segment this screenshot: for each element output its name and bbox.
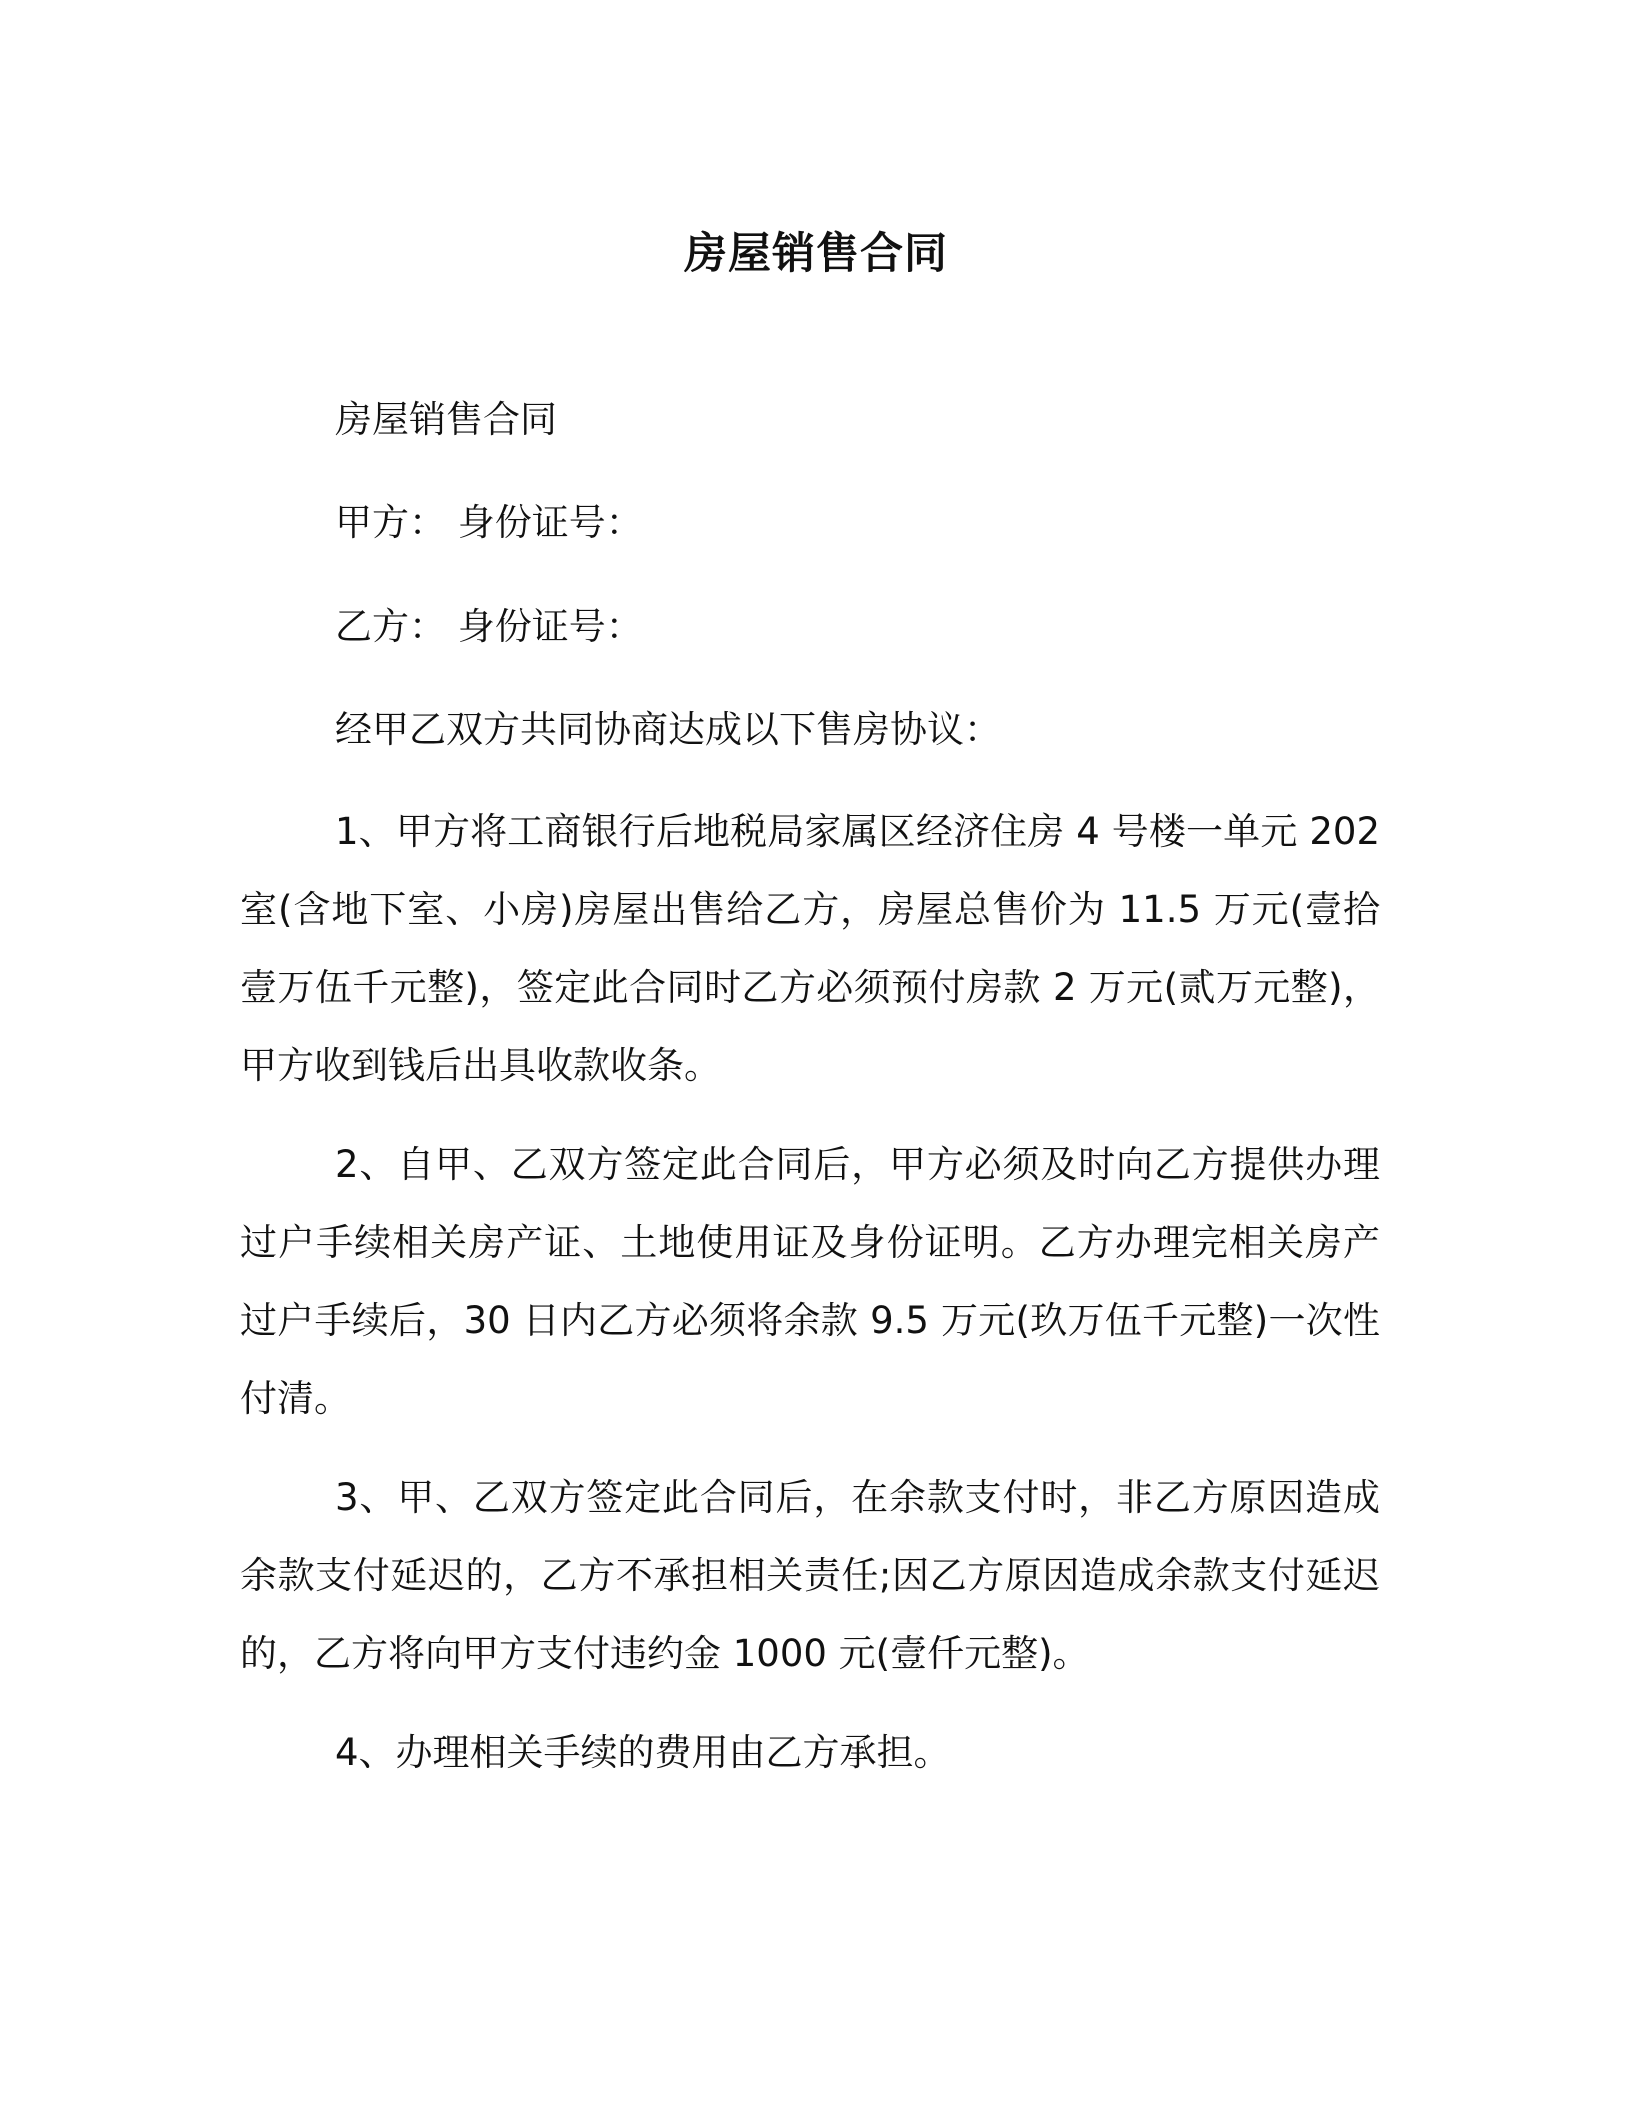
party-b-line: 乙方： 身份证号： (335, 605, 643, 648)
clause-1: 1、甲方将工商银行后地税局家属区经济住房 4 号楼一单元 202 室(含地下室、小房)房屋出售给乙方，房屋总售价为 11.5 万元(壹拾壹万伍千元整)，签定此合同时乙方必须预付房款 2 万元(贰万元整)，甲方收到钱后出具收款收条。 (240, 810, 1380, 1087)
clause-2: 2、自甲、乙双方签定此合同后，甲方必须及时向乙方提供办理过户手续相关房产证、土地使用证及身份证明。乙方办理完相关房产过户手续后，30 日内乙方必须将余款 9.5 万元(玖万伍千元整)一次性付清。 (240, 1143, 1380, 1420)
party-a-line: 甲方： 身份证号： (335, 501, 643, 544)
clause-4: 4、办理相关手续的费用由乙方承担。 (335, 1731, 951, 1774)
contract-subtitle: 房屋销售合同 (335, 398, 557, 441)
document-title: 房屋销售合同 (684, 229, 948, 279)
clause-3: 3、甲、乙双方签定此合同后，在余款支付时，非乙方原因造成余款支付延迟的，乙方不承担相关责任;因乙方原因造成余款支付延迟的，乙方将向甲方支付违约金 1000 元(壹仟元整)。 (240, 1476, 1380, 1675)
agreement-intro: 经甲乙双方共同协商达成以下售房协议： (335, 708, 1001, 751)
